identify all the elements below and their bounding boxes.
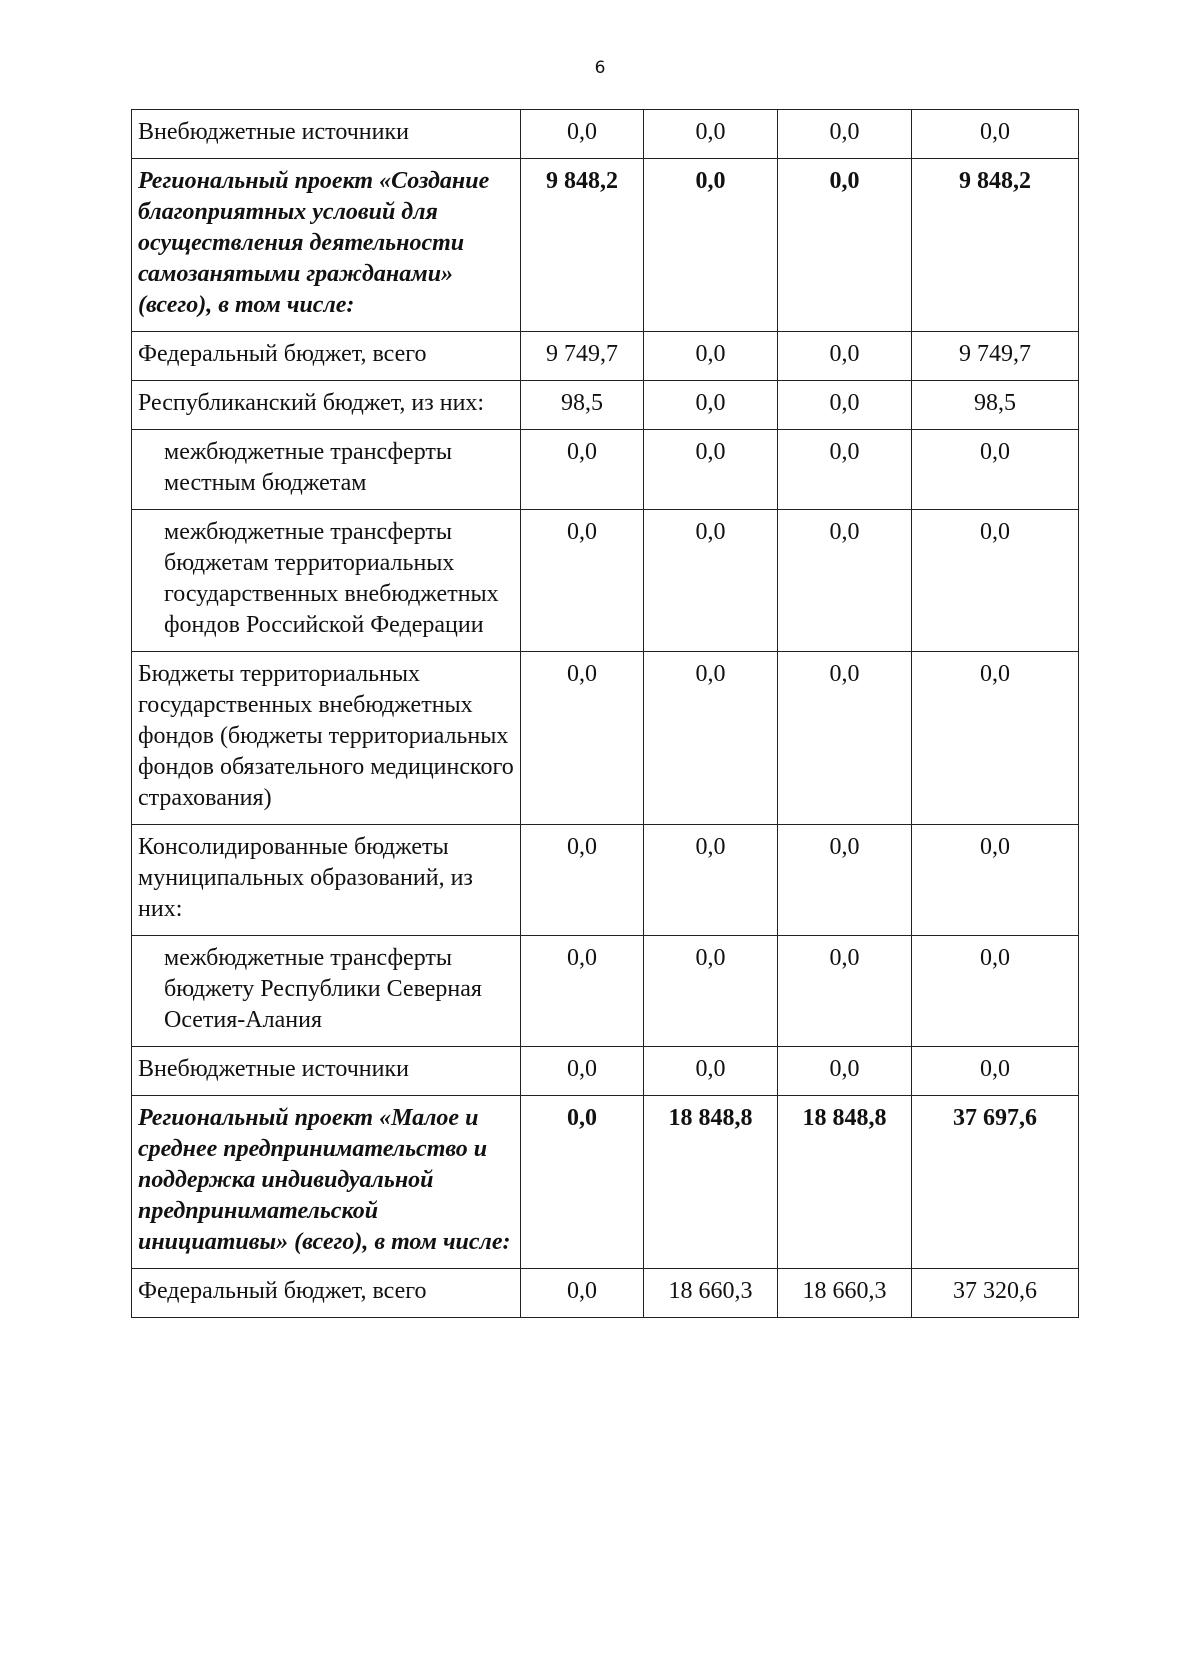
value-cell: 0,0 bbox=[778, 825, 912, 936]
value-cell: 0,0 bbox=[644, 332, 778, 381]
table-row bbox=[132, 332, 1079, 381]
row-label: Федеральный бюджет, всего bbox=[132, 332, 521, 381]
value-cell: 0,0 bbox=[778, 381, 912, 430]
value-cell: 0,0 bbox=[521, 652, 644, 825]
page-number: 6 bbox=[594, 58, 606, 78]
value-cell: 0,0 bbox=[644, 825, 778, 936]
value-cell: 9 848,2 bbox=[521, 159, 644, 332]
value-cell: 0,0 bbox=[644, 159, 778, 332]
row-label: межбюджетные трансферты бюджетам территориальных государственных внебюджетных фондов Российской Федерации bbox=[132, 510, 521, 652]
value-cell: 0,0 bbox=[521, 510, 644, 652]
table-row bbox=[132, 936, 1079, 1047]
row-label: Внебюджетные источники bbox=[132, 1047, 521, 1096]
value-cell: 0,0 bbox=[778, 510, 912, 652]
row-label: межбюджетные трансферты бюджету Республики Северная Осетия-Алания bbox=[132, 936, 521, 1047]
value-cell: 37 697,6 bbox=[912, 1096, 1079, 1269]
value-cell: 0,0 bbox=[644, 652, 778, 825]
value-cell: 0,0 bbox=[521, 110, 644, 159]
row-label: Внебюджетные источники bbox=[132, 110, 521, 159]
value-cell: 37 320,6 bbox=[912, 1269, 1079, 1318]
value-cell: 0,0 bbox=[521, 430, 644, 510]
value-cell: 98,5 bbox=[912, 381, 1079, 430]
value-cell: 0,0 bbox=[912, 825, 1079, 936]
row-label: межбюджетные трансферты местным бюджетам bbox=[132, 430, 521, 510]
value-cell: 18 660,3 bbox=[644, 1269, 778, 1318]
table-row bbox=[132, 1269, 1079, 1318]
value-cell: 0,0 bbox=[521, 1047, 644, 1096]
value-cell: 0,0 bbox=[644, 936, 778, 1047]
value-cell: 9 749,7 bbox=[912, 332, 1079, 381]
value-cell: 98,5 bbox=[521, 381, 644, 430]
row-label: Консолидированные бюджеты муниципальных образований, из них: bbox=[132, 825, 521, 936]
value-cell: 0,0 bbox=[778, 110, 912, 159]
value-cell: 0,0 bbox=[912, 110, 1079, 159]
value-cell: 18 848,8 bbox=[644, 1096, 778, 1269]
table-row bbox=[132, 652, 1079, 825]
value-cell: 0,0 bbox=[521, 936, 644, 1047]
table-row bbox=[132, 381, 1079, 430]
value-cell: 0,0 bbox=[644, 381, 778, 430]
value-cell: 0,0 bbox=[912, 510, 1079, 652]
value-cell: 0,0 bbox=[912, 1047, 1079, 1096]
value-cell: 0,0 bbox=[912, 936, 1079, 1047]
table-row bbox=[132, 430, 1079, 510]
row-label: Бюджеты территориальных государственных внебюджетных фондов (бюджеты территориальных фондов обязательного медицинского страхования) bbox=[132, 652, 521, 825]
table-row bbox=[132, 510, 1079, 652]
value-cell: 0,0 bbox=[778, 332, 912, 381]
value-cell: 18 660,3 bbox=[778, 1269, 912, 1318]
value-cell: 0,0 bbox=[912, 430, 1079, 510]
value-cell: 18 848,8 bbox=[778, 1096, 912, 1269]
value-cell: 9 749,7 bbox=[521, 332, 644, 381]
value-cell: 0,0 bbox=[778, 936, 912, 1047]
value-cell: 0,0 bbox=[644, 110, 778, 159]
budget-table bbox=[131, 109, 1079, 1318]
value-cell: 0,0 bbox=[521, 1269, 644, 1318]
value-cell: 0,0 bbox=[521, 825, 644, 936]
table-row bbox=[132, 1096, 1079, 1269]
row-label: Федеральный бюджет, всего bbox=[132, 1269, 521, 1318]
value-cell: 0,0 bbox=[778, 652, 912, 825]
value-cell: 0,0 bbox=[644, 1047, 778, 1096]
value-cell: 9 848,2 bbox=[912, 159, 1079, 332]
value-cell: 0,0 bbox=[778, 159, 912, 332]
table-row bbox=[132, 159, 1079, 332]
table-row bbox=[132, 825, 1079, 936]
table-row bbox=[132, 1047, 1079, 1096]
value-cell: 0,0 bbox=[778, 1047, 912, 1096]
row-label: Республиканский бюджет, из них: bbox=[132, 381, 521, 430]
value-cell: 0,0 bbox=[644, 430, 778, 510]
row-label: Региональный проект «Малое и среднее предпринимательство и поддержка индивидуальной предпринимательской инициативы» (всего), в том числе: bbox=[132, 1096, 521, 1269]
row-label: Региональный проект «Создание благоприятных условий для осуществления деятельности самозанятыми гражданами» (всего), в том числе: bbox=[132, 159, 521, 332]
value-cell: 0,0 bbox=[521, 1096, 644, 1269]
table-row bbox=[132, 110, 1079, 159]
value-cell: 0,0 bbox=[778, 430, 912, 510]
value-cell: 0,0 bbox=[912, 652, 1079, 825]
budget-table-body bbox=[132, 110, 1079, 1318]
value-cell: 0,0 bbox=[644, 510, 778, 652]
